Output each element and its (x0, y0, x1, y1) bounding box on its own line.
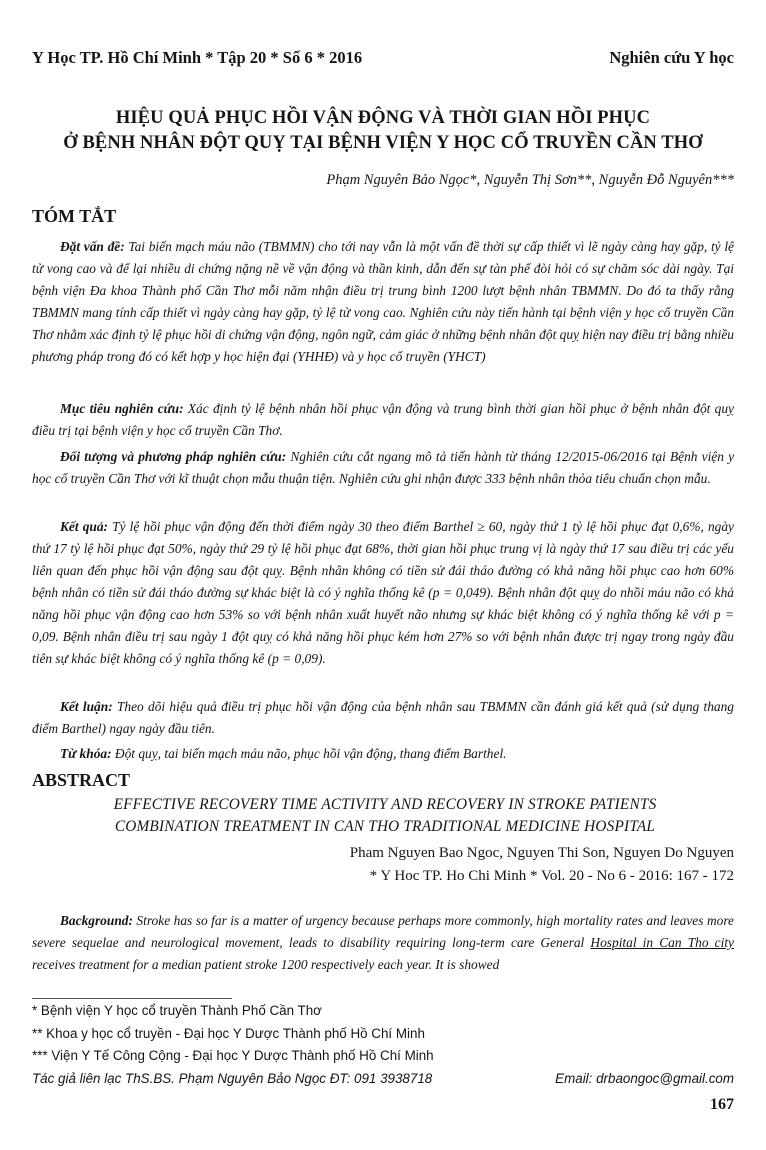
email: Email: drbaongoc@gmail.com (555, 1070, 734, 1086)
summary-paragraph-keywords (32, 743, 734, 765)
page-number: 167 (710, 1096, 734, 1113)
english-title (40, 794, 730, 838)
summary-paragraph-methods (32, 446, 734, 490)
abstract-background (32, 910, 734, 976)
authors-vietnamese: Phạm Nguyên Bảo Ngọc*, Nguyễn Thị Sơn**, Nguyễn Đỗ Nguyên*** (326, 172, 734, 188)
underlined-phrase: Hospital in Can Tho city (590, 935, 734, 950)
corresponding-author: Tác giả liên lạc ThS.BS. Phạm Nguyên Bảo Ngọc ĐT: 091 3938718 (32, 1070, 433, 1086)
authors-english: Pham Nguyen Bao Ngoc, Nguyen Thi Son, Nguyen Do Nguyen (349, 845, 734, 861)
footnote-3: *** Viện Y Tế Công Cộng - Đại học Y Dược Thành phố Hồ Chí Minh (32, 1048, 434, 1063)
title-line-1: HIỆU QUẢ PHỤC HỒI VẬN ĐỘNG VÀ THỜI GIAN HỒI PHỤC (115, 108, 651, 128)
english-title-line-1: EFFECTIVE RECOVERY TIME ACTIVITY AND RECOVERY IN STROKE PATIENTS (113, 796, 657, 813)
paragraph-label: Từ khóa: (60, 746, 112, 761)
summary-heading: TÓM TẮT (32, 206, 117, 226)
summary-paragraph-results (32, 516, 734, 670)
footnotes (32, 1000, 434, 1090)
paragraph-text: Xác định tỷ lệ bệnh nhân hồi phục vận động và trung bình thời gian hồi phục ở bệnh nhân đột quỵ điều trị tại bệnh viện y học cổ truyền Cần Thơ. (32, 401, 735, 438)
paragraph-label: Đối tượng và phương pháp nghiên cứu: (60, 449, 287, 464)
summary-paragraph-objective (32, 398, 734, 442)
paragraph-text: Stroke has so far is a matter of urgency because perhaps more commonly, high mortality rates and leaves more severe sequelae and neurological movement, leads to disability requiring long-term care General (32, 913, 734, 950)
paragraph-label: Kết quả: (60, 519, 109, 534)
journal-header: Y Học TP. Hồ Chí Minh * Tập 20 * Số 6 * 2016 (32, 48, 363, 67)
paragraph-text-continued: receives treatment for a median patient stroke 1200 respectively each year. It is showed (32, 957, 500, 972)
article-title (40, 106, 726, 156)
english-title-line-2: COMBINATION TREATMENT IN CAN THO TRADITIONAL MEDICINE HOSPITAL (114, 818, 656, 835)
footnote-2: ** Khoa y học cổ truyền - Đại học Y Dược Thành phố Hồ Chí Minh (32, 1025, 425, 1041)
title-line-2: Ở BỆNH NHÂN ĐỘT QUỴ TẠI BỆNH VIỆN Y HỌC CỔ TRUYỀN CẦN THƠ (63, 133, 703, 153)
summary-paragraph-background (32, 236, 734, 368)
section-header: Nghiên cứu Y học (609, 48, 734, 67)
paragraph-label: Mục tiêu nghiên cứu: (60, 401, 184, 416)
paragraph-label: Kết luận: (60, 699, 113, 714)
paragraph-label: Đặt vấn đề: (60, 239, 125, 254)
paragraph-text: Đột quỵ, tai biến mạch máu não, phục hồi vận động, thang điểm Barthel. (111, 746, 507, 761)
citation: * Y Hoc TP. Ho Chi Minh * Vol. 20 - No 6 - 2016: 167 - 172 (369, 868, 734, 884)
paragraph-text: Theo dõi hiệu quả điều trị phục hồi vận động của bệnh nhân sau TBMMN cần đánh giá kết quả (sử dụng thang điểm Barthel) ngay ngày đầu tiên. (32, 699, 734, 736)
footnote-divider (32, 998, 232, 999)
paragraph-text: Tai biến mạch máu não (TBMMN) cho tới nay vẫn là một vấn đề thời sự cấp thiết vì lẽ ngày càng hay gặp, tỷ lệ tử vong cao và để lại nhiều di chứng nặng nề về vận động và thần kinh, dẫn đến sự tàn phế đòi hỏi có sự chăm sóc dài ngày. Tại bệnh viện Đa khoa Thành phố Cần Thơ mỗi năm nhận điều trị trung bình 1200 lượt bệnh nhân TBMMN. Do đó ta thấy rằng TBMMN mang tính cấp thiết vì ngày càng hay gặp, tỷ lệ tử vong cao. Nghiên cứu này tiến hành tại bệnh viện y học cổ truyền Cần Thơ nhằm xác định tỷ lệ phục hồi di chứng vận động, ngôn ngữ, cảm giác ở những bệnh nhân đột quỵ hiện nay điều trị bằng nhiều phương pháp trong đó có kết hợp y học hiện đại (YHHĐ) và y học cổ truyền (YHCT) (32, 239, 734, 364)
summary-paragraph-conclusion (32, 696, 734, 740)
abstract-heading: ABSTRACT (32, 770, 131, 790)
paragraph-label: Background: (60, 913, 133, 928)
footnote-1: * Bệnh viện Y học cổ truyền Thành Phố Cần Thơ (32, 1003, 322, 1018)
paragraph-text: Nghiên cứu cắt ngang mô tả tiến hành từ tháng 12/2015-06/2016 tại Bệnh viện y học cổ truyền Cần Thơ với kĩ thuật chọn mẫu thuận tiện. Nghiên cứu ghi nhận được 333 bệnh nhân thỏa tiêu chuẩn chọn mẫu. (32, 449, 735, 486)
paragraph-text: Tỷ lệ hồi phục vận động đến thời điểm ngày 30 theo điểm Barthel ≥ 60, ngày thứ 1 tỷ lệ hồi phục đạt 0,6%, ngày thứ 17 tỷ lệ hồi phục đạt 50%, ngày thứ 29 tỷ lệ hồi phục đạt 68%, thời gian hồi phục trung vị là ngày thứ 17 sau điều trị các yếu liên quan đến phục hồi vận động sau đột quỵ. Bệnh nhân không có tiền sử đái tháo đường có khả năng hồi phục cao hơn 60% bệnh nhân có tiền sử đái tháo đường sự khác biệt là có ý nghĩa thống kê (p = 0,049). Bệnh nhân đột quỵ do nhồi máu não có khả năng hồi phục vận động cao hơn 53% so với bệnh nhân xuất huyết não nhưng sự khác biệt không có ý nghĩa thống kê với p = 0,09. Bệnh nhân điều trị sau ngày 1 đột quỵ có khả năng hồi phục kém hơn 27% so với bệnh nhân được trị ngay trong ngày đầu tiên sự khác biệt không có ý nghĩa thống kê (p = 0,09). (32, 519, 734, 666)
